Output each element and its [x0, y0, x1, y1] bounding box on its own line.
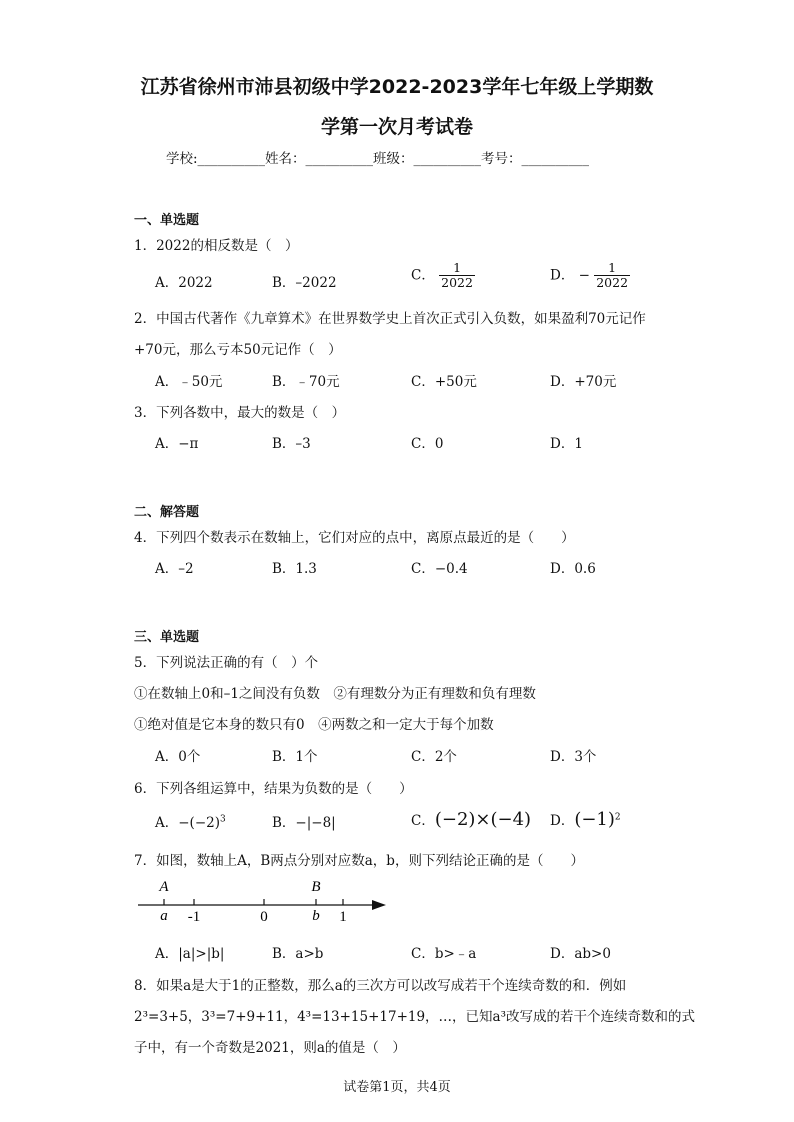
- q6-option-a: [155, 811, 226, 831]
- q6-option-d-label: D．: [550, 813, 575, 829]
- q1-option-d: [550, 261, 630, 291]
- q1-option-d-sign: −: [578, 267, 590, 284]
- q4-option-b: B．1.3: [272, 561, 317, 577]
- q2-option-c: C．+50元: [411, 374, 477, 390]
- q6-option-d-expr: (−1): [574, 809, 615, 830]
- student-info-line: 学校:__________姓名：__________班级：__________考号：__________: [166, 151, 590, 167]
- tick-label-minus-one: -1: [187, 909, 201, 925]
- q6-option-c-expr: (−2)×(−4): [434, 809, 532, 830]
- q6-option-d-exponent: 2: [614, 812, 621, 823]
- q1-option-b: B．–2022: [272, 275, 337, 291]
- q4-option-d: D．0.6: [550, 561, 596, 577]
- section-heading-answer: 二、解答题: [134, 505, 200, 520]
- q3-option-a: A．−π: [155, 436, 199, 452]
- question-4-stem: 4．下列四个数表示在数轴上，它们对应的点中，离原点最近的是（ ）: [134, 530, 575, 546]
- q7-option-d: D．ab>0: [550, 946, 611, 962]
- page-footer: 试卷第1页，共4页: [343, 1080, 451, 1095]
- tick-label-one: 1: [339, 909, 347, 925]
- question-7-stem: 7．如图，数轴上A，B两点分别对应数a，b，则下列结论正确的是（ ）: [134, 853, 584, 869]
- q6-option-b-label: B．: [272, 815, 296, 831]
- fraction-numerator: 1: [453, 260, 462, 275]
- question-8-stem-line2: 2³=3+5，3³=7+9+11，4³=13+15+17+19，…，已知a³改写成的若干个连续奇数和的式: [134, 1009, 696, 1025]
- q2-option-d: D．+70元: [550, 374, 617, 390]
- page-title-line1: 江苏省徐州市沛县初级中学2022-2023学年七年级上学期数: [140, 76, 654, 98]
- fraction-denominator: 2022: [596, 275, 629, 291]
- q7-option-c: C．b>﹣a: [411, 946, 477, 962]
- q1-option-d-label: D．: [550, 267, 575, 284]
- q6-option-b: [272, 811, 336, 831]
- q5-option-c: C．2个: [411, 749, 457, 765]
- number-line-arrow: [372, 900, 386, 910]
- question-8-stem-line1: 8．如果a是大于1的正整数，那么a的三次方可以改写成若干个连续奇数的和．例如: [134, 978, 627, 994]
- q5-option-d: D．3个: [550, 749, 597, 765]
- value-a-label: a: [160, 908, 168, 924]
- q3-option-d: D．1: [550, 436, 583, 452]
- question-5-statements-line2: ①绝对值是它本身的数只有0 ④两数之和一定大于每个加数: [134, 717, 494, 733]
- question-6-stem: 6．下列各组运算中，结果为负数的是（ ）: [134, 781, 413, 797]
- q6-option-d: [550, 809, 621, 830]
- q1-option-d-fraction: [594, 261, 630, 291]
- question-3-stem: 3．下列各数中，最大的数是（ ）: [134, 405, 346, 421]
- q5-option-a: A．0个: [155, 749, 201, 765]
- q4-option-c: C．−0.4: [411, 561, 468, 577]
- q1-option-c-fraction: [439, 261, 475, 291]
- q5-option-b: B．1个: [272, 749, 318, 765]
- section-heading-single-choice-2: 三、单选题: [134, 630, 200, 645]
- q6-option-c-label: C．: [411, 813, 435, 829]
- q4-option-a: A．–2: [155, 561, 194, 577]
- page-title-line2: 学第一次月考试卷: [320, 116, 473, 138]
- q6-option-a-exponent: 3: [220, 814, 226, 825]
- value-b-label: b: [312, 908, 320, 924]
- point-a-label: A: [159, 879, 169, 895]
- q6-option-b-expr: −|−8|: [295, 815, 336, 831]
- q1-option-a: A．2022: [155, 275, 213, 291]
- fraction-numerator: 1: [608, 260, 617, 275]
- question-1-stem: 1．2022的相反数是（ ）: [134, 238, 299, 254]
- q7-option-b: B．a>b: [272, 946, 324, 962]
- question-5-statements-line1: ①在数轴上0和–1之间没有负数 ②有理数分为正有理数和负有理数: [134, 686, 536, 702]
- q7-option-a: A．|a|>|b|: [155, 946, 225, 962]
- q2-option-b: B．﹣70元: [272, 374, 340, 390]
- q6-option-c: [411, 809, 531, 830]
- q1-option-c-label: C．: [411, 267, 435, 284]
- q2-option-a: A．﹣50元: [155, 374, 223, 390]
- q3-option-b: B．–3: [272, 436, 311, 452]
- question-5-stem: 5．下列说法正确的有（ ）个: [134, 655, 319, 671]
- q1-option-c: [411, 261, 475, 291]
- section-heading-single-choice: 一、单选题: [134, 213, 200, 228]
- tick-label-zero: 0: [260, 909, 268, 925]
- q6-option-a-expr: −(−2): [178, 815, 220, 831]
- q3-option-c: C．0: [411, 436, 444, 452]
- fraction-denominator: 2022: [441, 275, 473, 291]
- point-b-label: B: [311, 879, 321, 895]
- question-2-stem-line2: +70元，那么亏本50元记作（ ）: [134, 342, 342, 358]
- q6-option-a-label: A．: [155, 815, 179, 831]
- question-8-stem-line3: 子中，有一个奇数是2021，则a的值是（ ）: [134, 1040, 406, 1056]
- number-line-figure: [130, 874, 400, 926]
- question-2-stem-line1: 2．中国古代著作《九章算术》在世界数学史上首次正式引入负数，如果盈利70元记作: [134, 311, 646, 327]
